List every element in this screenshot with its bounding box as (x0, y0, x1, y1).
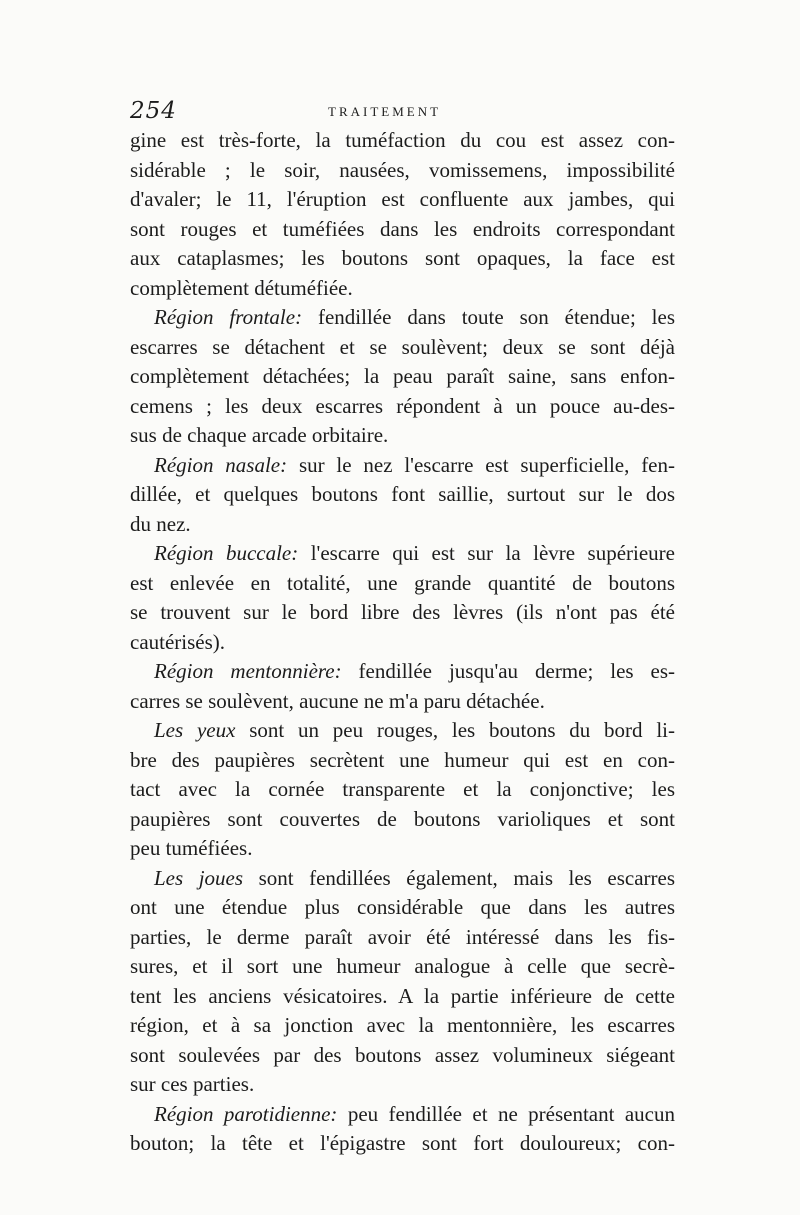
line-text: ont une étendue plus considérable que dans les autres (130, 895, 675, 919)
running-head: TRAITEMENT (328, 104, 442, 119)
line-text: parties, le derme paraît avoir été intéressé dans les fis- (130, 924, 675, 949)
text-line (130, 333, 675, 363)
text-line (130, 185, 675, 215)
text-line (130, 215, 675, 245)
paragraph-heading: Région parotidienne: (154, 1101, 338, 1126)
text-line (130, 392, 675, 422)
text-line (130, 156, 675, 186)
text-line (130, 421, 675, 451)
line-text: est enlevée en totalité, une grande quantité de boutons (130, 570, 675, 595)
line-text: sur ces parties. (130, 1072, 255, 1096)
text-line (130, 1070, 675, 1100)
line-text: bre des paupières secrètent une humeur qui est en con- (130, 747, 675, 772)
line-text: tent les anciens vésicatoires. A la partie inférieure de cette (130, 983, 675, 1008)
line-text: se trouvent sur le bord libre des lèvres (ils n'ont pas été (130, 600, 675, 624)
text-line (130, 952, 675, 982)
line-text: aux cataplasmes; les boutons sont opaques, la face est (130, 246, 675, 270)
line-text: l'escarre qui est sur la lèvre supérieure (298, 541, 675, 565)
paragraph-heading: Région buccale: (154, 541, 299, 565)
line-text: complètement détuméfiée. (130, 275, 353, 300)
text-line (130, 834, 675, 864)
line-text: dillée, et quelques boutons font saillie, surtout sur le dos (130, 482, 675, 506)
text-line (130, 864, 675, 894)
text-line (130, 1041, 675, 1071)
line-text: peu tuméfiées. (130, 836, 253, 860)
line-text: sont un peu rouges, les boutons du bord li- (235, 718, 675, 742)
line-text: complètement détachées; la peau paraît saine, sans enfon- (130, 364, 675, 388)
line-text: fendillée jusqu'au derme; les es- (341, 659, 675, 683)
body-text (130, 126, 675, 1159)
paragraph-heading: Région frontale: (154, 305, 303, 329)
line-text: région, et à sa jonction avec la mentonnière, les escarres (130, 1013, 675, 1037)
line-text: cautérisés). (130, 629, 226, 654)
line-text: escarres se détachent et se soulèvent; deux se sont déjà (130, 334, 675, 359)
text-line (130, 539, 675, 569)
line-text: sidérable ; le soir, nausées, vomissemens, impossibilité (130, 157, 675, 182)
page-number: 254 (130, 98, 177, 124)
paragraph-heading: Région nasale: (154, 452, 288, 477)
line-text: paupières sont couvertes de boutons varioliques et sont (130, 806, 675, 831)
paragraph-heading: Les joues (154, 865, 244, 890)
line-text: tact avec la cornée transparente et la conjonctive; les (130, 777, 675, 801)
text-line (130, 1011, 675, 1041)
text-line (130, 569, 675, 599)
text-line (130, 126, 675, 156)
paragraph-heading: Les yeux (154, 718, 236, 742)
text-line (130, 687, 675, 717)
text-line (130, 362, 675, 392)
text-line (130, 510, 675, 540)
line-text: sont fendillées également, mais les escarres (243, 865, 675, 890)
text-line (130, 1100, 675, 1130)
text-line (130, 451, 675, 481)
line-text: bouton; la tête et l'épigastre sont fort douloureux; con- (130, 1131, 675, 1155)
line-text: sur le nez l'escarre est superficielle, fen- (287, 452, 675, 477)
text-line (130, 746, 675, 776)
text-line (130, 657, 675, 687)
text-line (130, 303, 675, 333)
text-line (130, 1129, 675, 1159)
line-text: du nez. (130, 511, 191, 536)
text-line (130, 274, 675, 304)
text-line (130, 716, 675, 746)
line-text: peu fendillée et ne présentant aucun (337, 1101, 675, 1126)
line-text: gine est très-forte, la tuméfaction du cou est assez con- (130, 128, 675, 152)
text-line (130, 923, 675, 953)
page-header (130, 98, 675, 128)
line-text: cemens ; les deux escarres répondent à un pouce au-des- (130, 393, 675, 418)
line-text: sus de chaque arcade orbitaire. (130, 423, 389, 447)
line-text: d'avaler; le 11, l'éruption est confluente aux jambes, qui (130, 187, 675, 211)
line-text: carres se soulèvent, aucune ne m'a paru détachée. (130, 688, 545, 713)
text-line (130, 244, 675, 274)
text-line (130, 480, 675, 510)
text-line (130, 628, 675, 658)
text-line (130, 893, 675, 923)
text-line (130, 775, 675, 805)
text-line (130, 598, 675, 628)
line-text: sures, et il sort une humeur analogue à celle que secrè- (130, 954, 675, 978)
text-line (130, 805, 675, 835)
paragraph-heading: Région mentonnière: (154, 659, 342, 683)
line-text: sont soulevées par des boutons assez volumineux siégeant (130, 1042, 675, 1067)
line-text: fendillée dans toute son étendue; les (302, 305, 675, 329)
text-line (130, 982, 675, 1012)
line-text: sont rouges et tuméfiées dans les endroits correspondant (130, 216, 675, 241)
